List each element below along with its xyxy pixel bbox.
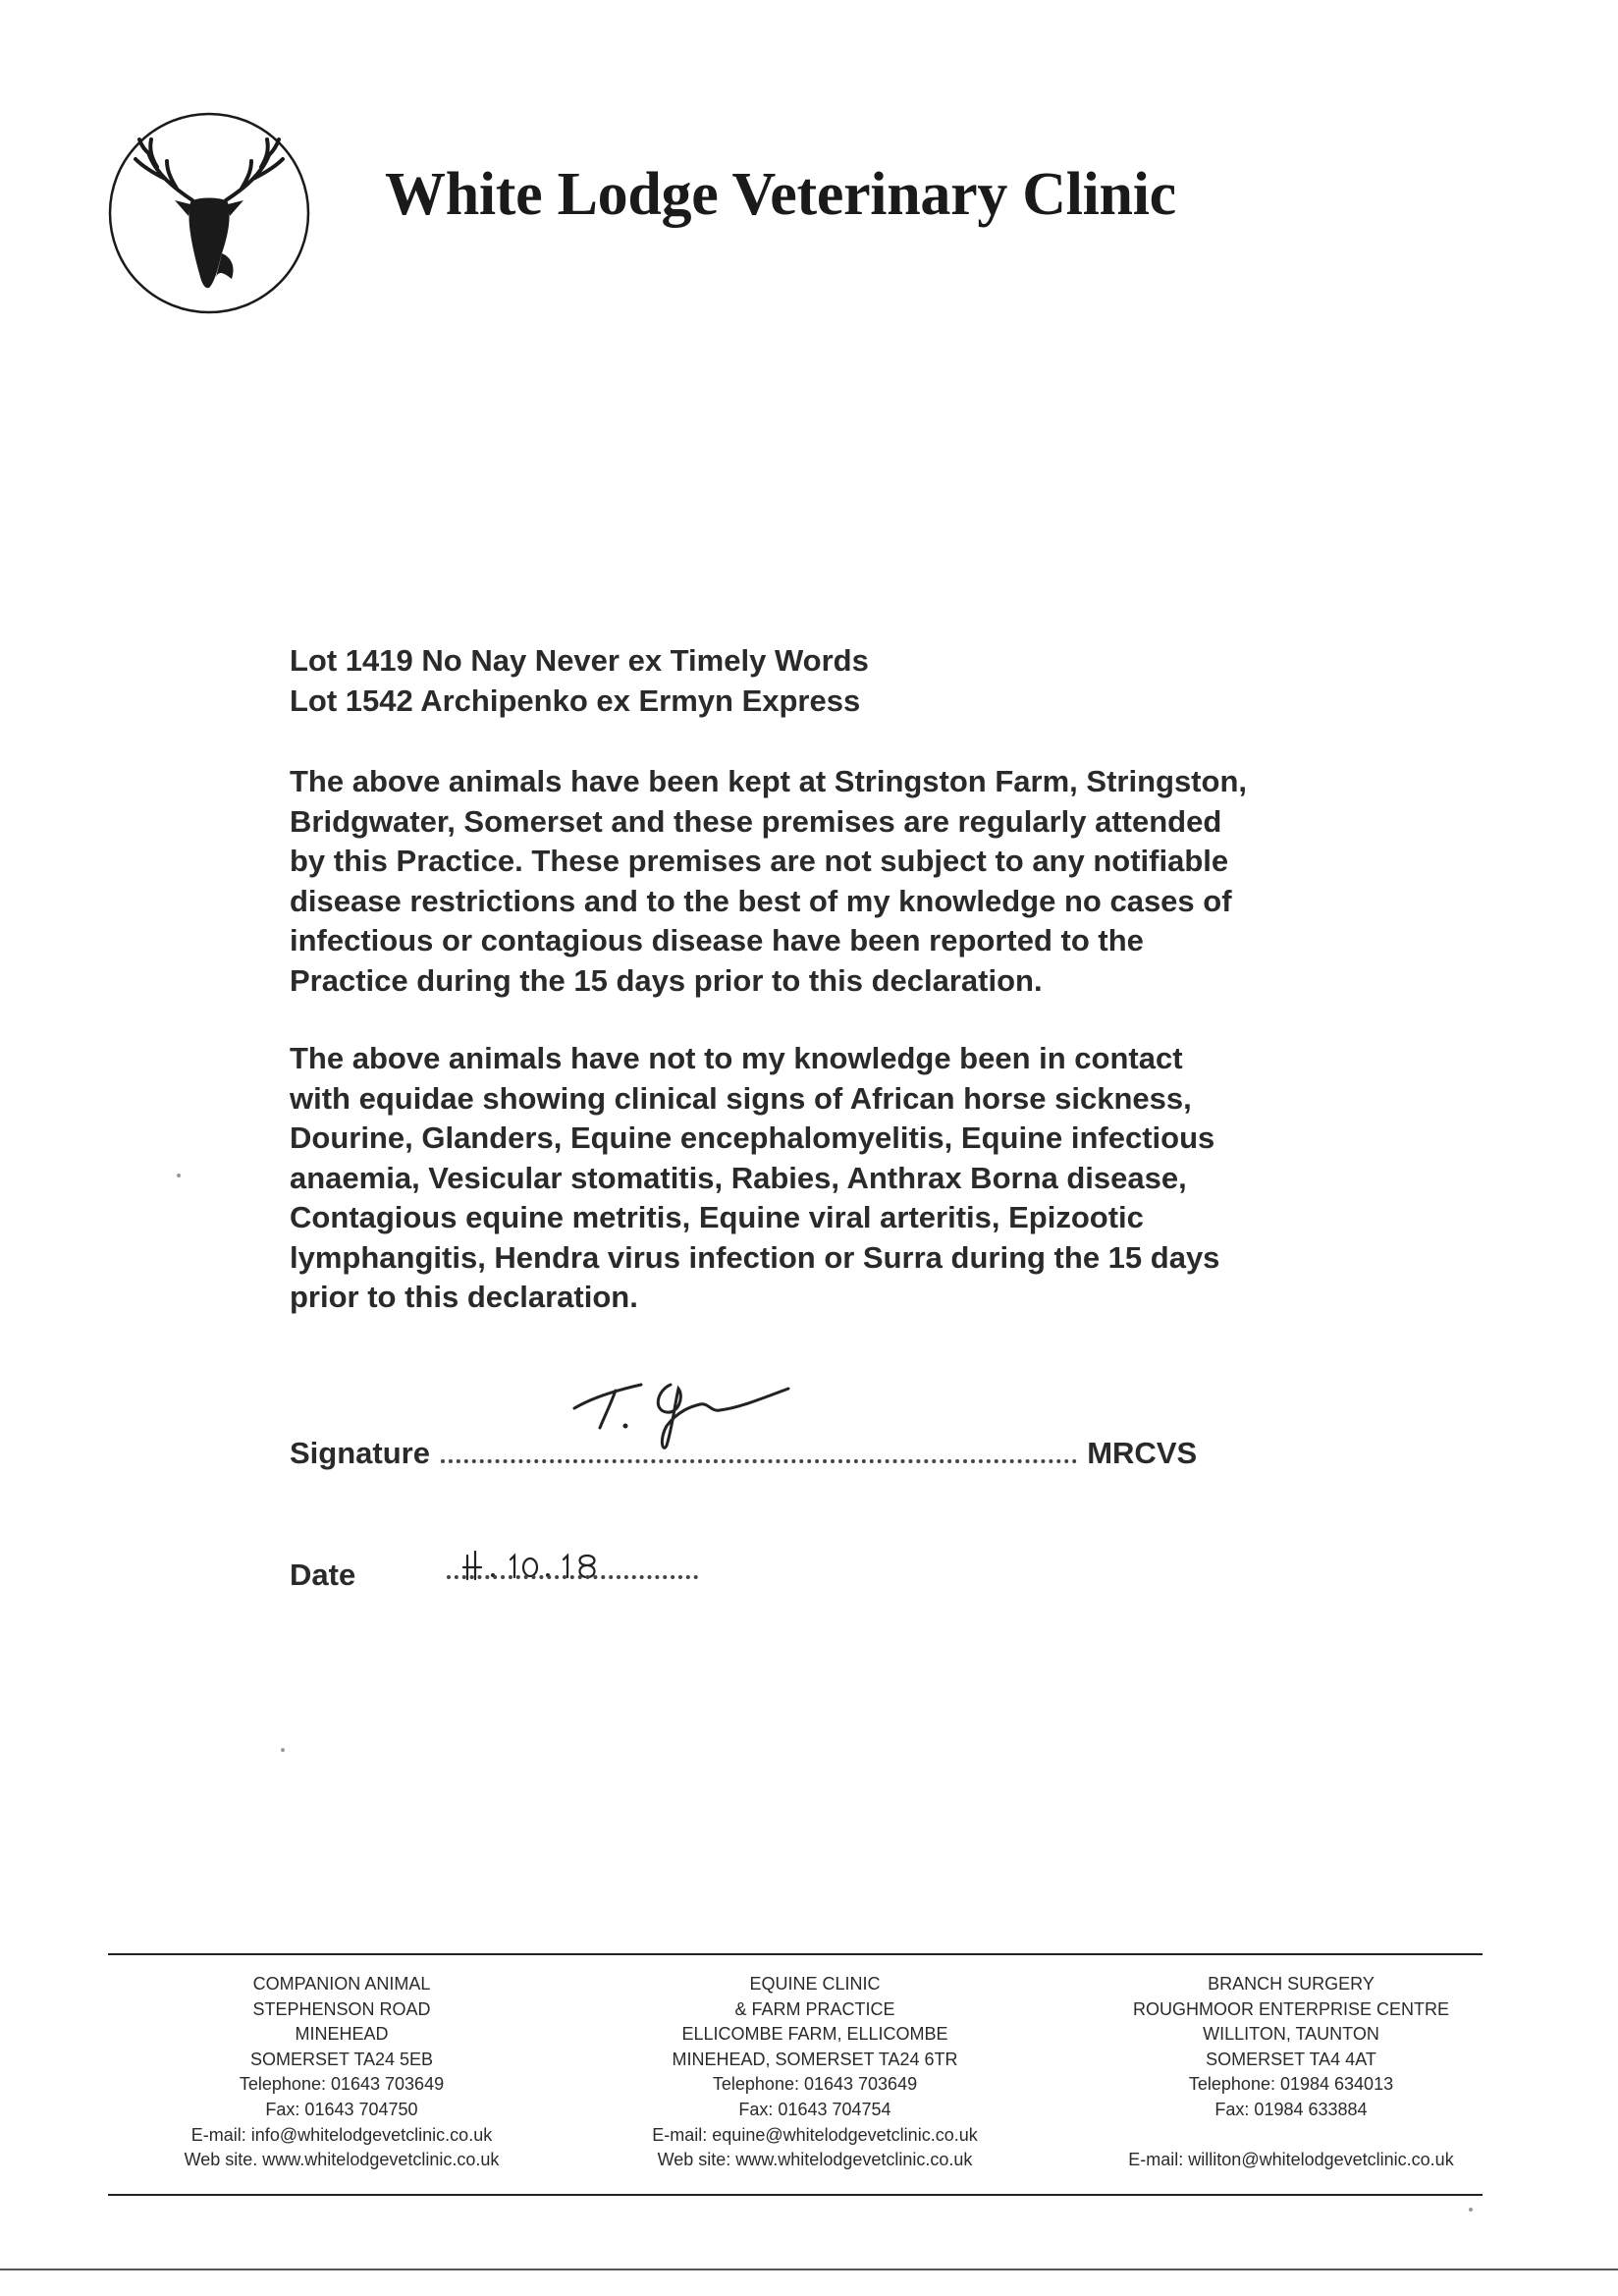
paragraph-line: Practice during the 15 days prior to this declaration.: [290, 962, 1043, 998]
footer-spacer: [1075, 2123, 1507, 2149]
footer-line: Telephone: 01984 634013: [1188, 2074, 1394, 2095]
footer-companion-animal-address: [126, 1972, 558, 2173]
footer-line: SOMERSET TA24 5EB: [249, 2049, 434, 2069]
paragraph-line: infectious or contagious disease have been reported to the: [290, 923, 1144, 957]
footer-website: Web site: www.whitelodgevetclinic.co.uk: [657, 2150, 973, 2170]
footer-line: MINEHEAD, SOMERSET TA24 6TR: [672, 2049, 958, 2069]
footer-line: & FARM PRACTICE: [734, 1998, 895, 2019]
footer-line: EQUINE CLINIC: [749, 1974, 881, 1994]
paragraph-line: prior to this declaration.: [290, 1280, 638, 1314]
footer-line: STEPHENSON ROAD: [252, 1998, 431, 2019]
paragraph-line: The above animals have not to my knowledge been in contact: [290, 1041, 1183, 1075]
footer-line: Fax: 01643 704754: [738, 2099, 891, 2119]
lot-list: [290, 640, 869, 721]
footer-line: SOMERSET TA4 4AT: [1206, 2049, 1376, 2069]
footer-line: COMPANION ANIMAL: [252, 1974, 431, 1994]
footer-email: E-mail: info@whitelodgevetclinic.co.uk: [190, 2124, 493, 2145]
footer-equine-clinic-address: [599, 1972, 1031, 2173]
footer-website: Web site. www.whitelodgevetclinic.co.uk: [184, 2150, 500, 2170]
paragraph-line: disease restrictions and to the best of my knowledge no cases of: [290, 883, 1232, 918]
paragraph-line: lymphangitis, Hendra virus infection or Surra during the 15 days: [290, 1239, 1220, 1275]
paragraph-line: Contagious equine metritis, Equine viral arteritis, Epizootic: [290, 1200, 1144, 1234]
footer-line: Telephone: 01643 703649: [712, 2074, 918, 2095]
scan-speck: [1469, 2208, 1473, 2212]
premises-declaration-paragraph: [290, 762, 1247, 1001]
footer-email: E-mail: williton@whitelodgevetclinic.co.uk: [1128, 2150, 1454, 2170]
scan-speck: [281, 1748, 285, 1752]
clinic-name: White Lodge Veterinary Clinic: [385, 161, 1176, 228]
footer-line: Fax: 01984 633884: [1214, 2099, 1368, 2119]
signature-qualification: MRCVS: [1087, 1436, 1198, 1470]
lot-item: Lot 1419 No Nay Never ex Timely Words: [290, 643, 869, 678]
footer-bottom-rule: [108, 2194, 1483, 2196]
footer-line: WILLITON, TAUNTON: [1203, 2024, 1379, 2045]
paragraph-line: anaemia, Vesicular stomatitis, Rabies, Anthrax Borna disease,: [290, 1160, 1187, 1195]
footer-line: ROUGHMOOR ENTERPRISE CENTRE: [1132, 1998, 1450, 2019]
paragraph-line: Bridgwater, Somerset and these premises are regularly attended: [290, 803, 1222, 839]
page-edge-rule: [0, 2269, 1618, 2270]
paragraph-line: with equidae showing clinical signs of African horse sickness,: [290, 1080, 1192, 1116]
footer-line: Fax: 01643 704750: [265, 2099, 418, 2119]
paragraph-line: by this Practice. These premises are not subject to any notifiable: [290, 844, 1229, 878]
lot-item: Lot 1542 Archipenko ex Ermyn Express: [290, 683, 861, 718]
footer-line: Telephone: 01643 703649: [239, 2074, 445, 2095]
signature-label: Signature: [290, 1436, 430, 1470]
footer-line: ELLICOMBE FARM, ELLICOMBE: [681, 2024, 948, 2045]
disease-contact-declaration-paragraph: [290, 1039, 1219, 1318]
date-dotted-line: [447, 1575, 698, 1579]
footer-email: E-mail: equine@whitelodgevetclinic.co.uk: [652, 2124, 978, 2145]
signature-dotted-line: [441, 1442, 1077, 1463]
paragraph-line: The above animals have been kept at Stringston Farm, Stringston,: [290, 764, 1247, 798]
footer-branch-surgery-address: [1075, 1972, 1507, 2173]
paragraph-line: Dourine, Glanders, Equine encephalomyelitis, Equine infectious: [290, 1121, 1215, 1155]
scan-speck: [177, 1174, 181, 1177]
date-label: Date: [290, 1558, 356, 1592]
stag-head-logo-icon: [106, 110, 312, 316]
handwritten-date: [461, 1546, 638, 1585]
footer-line: BRANCH SURGERY: [1208, 1974, 1375, 1994]
signature-line: [290, 1436, 1197, 1471]
footer-line: MINEHEAD: [295, 2024, 389, 2045]
footer-top-rule: [108, 1953, 1483, 1955]
